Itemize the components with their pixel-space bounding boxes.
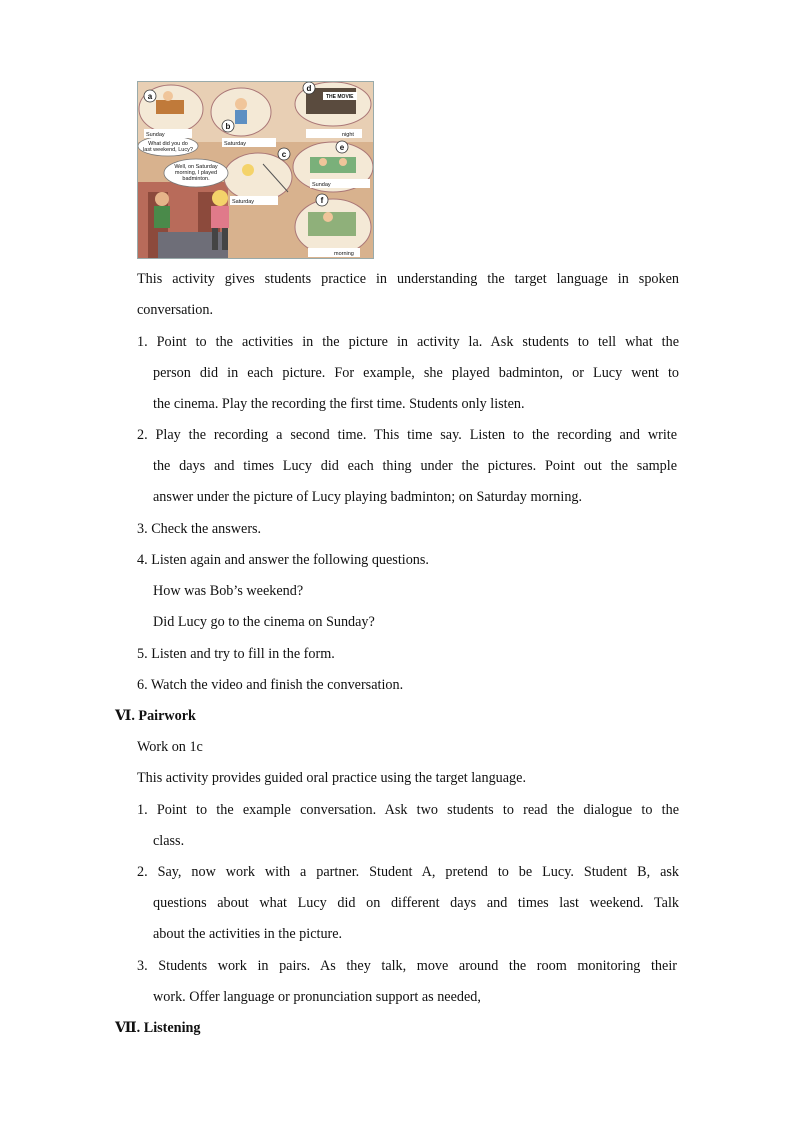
label-sunday-e: Sunday [312,182,331,188]
illustration-drawing [138,82,373,258]
bubble1-line1: What did you do [148,141,188,147]
step5: 5. Listen and try to fill in the form. [137,646,335,662]
bubble2-line1: Well, on Saturday [174,164,218,170]
work-on-1c: Work on 1c [137,739,203,755]
step2-line2: the days and times Lucy did each thing under the pictures. Point out the sample [153,458,677,474]
panel-letter: a [147,92,153,101]
label-sunday-a: Sunday [146,132,165,138]
question-2: Did Lucy go to the cinema on Sunday? [153,614,375,630]
question-1: How was Bob’s weekend? [153,583,304,599]
step3: 3. Check the answers. [137,521,262,537]
section-heading-pairwork: Ⅵ. Pairwork [115,708,196,724]
pair-step2-line3: about the activities in the picture. [153,926,343,942]
label-morning-f: morning [334,251,354,257]
label-night-d: night [342,132,354,138]
step2-line3: answer under the picture of Lucy playing badminton; on Saturday morning. [153,489,583,505]
step1-line3: the cinema. Play the recording the first time. Students only listen. [153,396,525,412]
pair-step1-line2: class. [153,833,185,849]
intro-line-2: conversation. [137,302,214,318]
label-saturday-c: Saturday [232,199,255,205]
section-heading-listening: Ⅶ. Listening [115,1020,201,1036]
step4: 4. Listen again and answer the following questions. [137,552,429,568]
bubble2-line2: morning, I played [174,170,218,176]
movie-sign: THE MOVIE [326,94,354,100]
panel-letter: c [281,150,287,159]
pair-step1-line1: 1. Point to the example conversation. Ask two students to read the dialogue to the [137,802,679,818]
pairwork-intro: This activity provides guided oral practice using the target language. [137,770,526,786]
panel-letter: e [339,143,345,152]
bubble2-line3: badminton. [182,176,210,182]
label-saturday-b: Saturday [224,141,247,147]
panel-letter: b [225,122,231,131]
step1-line1: 1. Point to the activities in the picture in activity la. Ask students to tell what the [137,334,679,350]
step1-line2: person did in each picture. For example, she played badminton, or Lucy went to [153,365,679,381]
pair-step2-line1: 2. Say, now work with a partner. Student A, pretend to be Lucy. Student B, ask [137,864,679,880]
activity-illustration [137,81,374,259]
pair-step2-line2: questions about what Lucy did on different days and times last weekend. Talk [153,895,679,911]
step2-line1: 2. Play the recording a second time. This time say. Listen to the recording and write [137,427,677,443]
pair-step3-line1: 3. Students work in pairs. As they talk, move around the room monitoring their [137,958,677,974]
panel-letter: d [306,84,312,93]
bubble1-line2: last weekend, Lucy? [143,147,193,153]
intro-line-1: This activity gives students practice in understanding the target language in spoken [137,271,679,287]
panel-letter: f [320,196,324,205]
pair-step3-line2: work. Offer language or pronunciation support as needed, [153,989,481,1005]
step6: 6. Watch the video and finish the conversation. [137,677,404,693]
